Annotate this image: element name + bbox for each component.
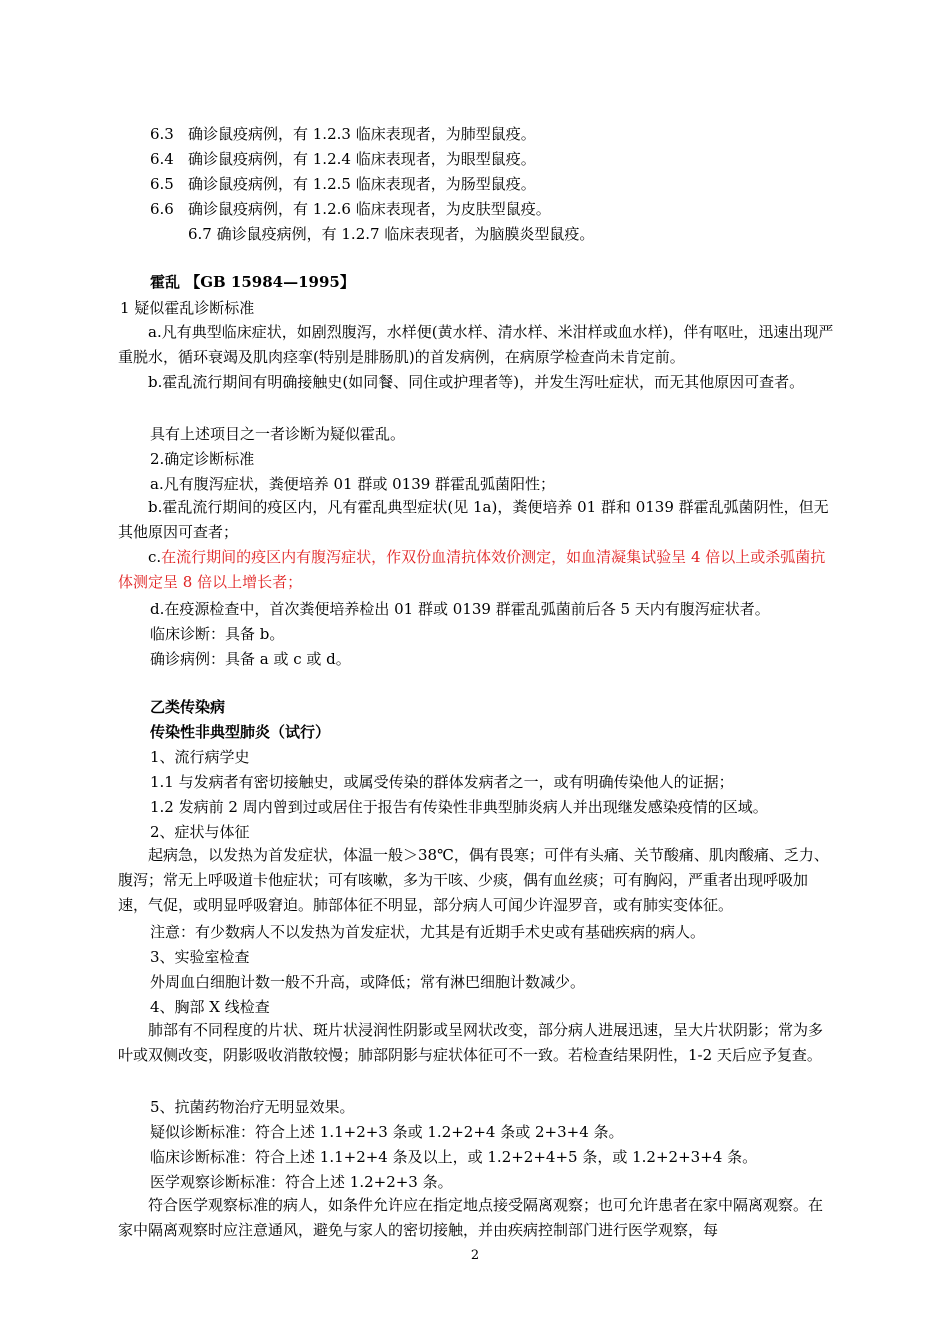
sars-section-4: 4、胸部 X 线检查	[150, 998, 270, 1016]
diagnosis-observation-text: 符合医学观察标准的病人，如条件允许应在指定地点接受隔离观察；也可允许患者在家中隔离观察。在家中隔离观察时应注意通风，避免与家人的密切接触，并由疾病控制部门进行医学观察，每	[118, 1196, 824, 1239]
sars-section-2-note: 注意：有少数病人不以发热为首发症状，尤其是有近期手术史或有基础疾病的病人。	[150, 923, 706, 941]
item-prefix: c.	[148, 548, 162, 566]
diagnosis-observation: 医学观察诊断标准：符合上述 1.2+2+3 条。	[150, 1173, 453, 1191]
sars-section-2-text: 起病急，以发热为首发症状，体温一般＞38℃，偶有畏寒；可伴有头痛、关节酸痛、肌肉酸痛、乏力、腹泻；常无上呼吸道卡他症状；可有咳嗽，多为干咳、少痰，偶有血丝痰；可有胸闷，严重者出现呼吸加速，气促，或明显呼吸窘迫。肺部体征不明显，部分病人可闻少许湿罗音，或有肺实变体征。	[118, 846, 829, 914]
item-text: 确诊鼠疫病例，有 1.2.6 临床表现者，为皮肤型鼠疫。	[188, 200, 551, 218]
sars-section-1: 1、流行病学史	[150, 748, 250, 766]
item-text: 确诊鼠疫病例，有 1.2.4 临床表现者，为眼型鼠疫。	[188, 150, 536, 168]
sars-section-1-1: 1.1 与发病者有密切接触史，或属受传染的群体发病者之一，或有明确传染他人的证据；	[150, 773, 734, 791]
item-number: 6.5	[150, 175, 174, 193]
item-number: 6.3	[150, 125, 174, 143]
cholera-suspected-a: a.凡有典型临床症状，如剧烈腹泻，水样便(黄水样、清水样、米泔样或血水样)，伴有呕吐，迅速出现严重脱水，循环衰竭及肌肉痉挛(特别是腓肠肌)的首发病例，在病原学检查尚未肯定前。	[118, 323, 834, 366]
cholera-confirmed-a: a.凡有腹泻症状，粪便培养 01 群或 0139 群霍乱弧菌阳性；	[150, 475, 556, 493]
cholera-suspected-note: 具有上述项目之一者诊断为疑似霍乱。	[150, 425, 406, 443]
item-number: 6.6	[150, 200, 174, 218]
page-number: 2	[470, 1248, 480, 1263]
sars-section-1-2: 1.2 发病前 2 周内曾到过或居住于报告有传染性非典型肺炎病人并出现继发感染疫情的区域。	[150, 798, 768, 816]
item-number: 6.4	[150, 150, 174, 168]
item-text: 确诊鼠疫病例，有 1.2.3 临床表现者，为肺型鼠疫。	[188, 125, 536, 143]
highlighted-text: 在流行期间的疫区内有腹泻症状，作双份血清抗体效价测定，如血清凝集试验呈 4 倍以上或杀弧菌抗体测定呈 8 倍以上增长者；	[118, 548, 826, 591]
cholera-confirmed-case: 确诊病例：具备 a 或 c 或 d。	[150, 650, 351, 668]
sars-section-2: 2、症状与体征	[150, 823, 250, 841]
cholera-confirmed-heading: 2.确定诊断标准	[150, 450, 255, 468]
plague-item-6-4	[150, 149, 536, 169]
cholera-suspected-heading: 1 疑似霍乱诊断标准	[120, 299, 255, 317]
sars-section-4-text: 肺部有不同程度的片状、斑片状浸润性阴影或呈网状改变，部分病人进展迅速，呈大片状阴影；常为多叶或双侧改变，阴影吸收消散较慢；肺部阴影与症状体征可不一致。若检查结果阴性，1-2 天后应予复查。	[118, 1021, 824, 1064]
class-b-title: 乙类传染病	[150, 698, 226, 716]
sars-section-5: 5、抗菌药物治疗无明显效果。	[150, 1098, 355, 1116]
cholera-confirmed-c	[118, 545, 834, 595]
cholera-clinical: 临床诊断：具备 b。	[150, 625, 285, 643]
sars-title: 传染性非典型肺炎（试行）	[150, 723, 331, 741]
cholera-confirmed-b: b.霍乱流行期间的疫区内，凡有霍乱典型症状(见 1a)，粪便培养 01 群和 0139 群霍乱弧菌阴性，但无其他原因可查者；	[118, 498, 829, 541]
plague-item-6-7: 6.7 确诊鼠疫病例，有 1.2.7 临床表现者，为脑膜炎型鼠疫。	[188, 225, 595, 243]
plague-item-6-6	[150, 199, 551, 219]
item-text: 确诊鼠疫病例，有 1.2.5 临床表现者，为肠型鼠疫。	[188, 175, 536, 193]
sars-section-3-text: 外周血白细胞计数一般不升高，或降低；常有淋巴细胞计数减少。	[150, 973, 586, 991]
plague-item-6-5	[150, 174, 536, 194]
cholera-confirmed-d: d.在疫源检查中，首次粪便培养检出 01 群或 0139 群霍乱弧菌前后各 5 天内有腹泻症状者。	[150, 600, 770, 618]
cholera-suspected-b: b.霍乱流行期间有明确接触史(如同餐、同住或护理者等)，并发生泻吐症状，而无其他原因可查者。	[148, 373, 805, 391]
diagnosis-clinical: 临床诊断标准：符合上述 1.1+2+4 条及以上，或 1.2+2+4+5 条，或 1.2+2+3+4 条。	[150, 1148, 758, 1166]
cholera-title: 霍乱 【GB 15984—1995】	[150, 273, 355, 291]
plague-item-6-3	[150, 124, 536, 144]
diagnosis-suspected: 疑似诊断标准：符合上述 1.1+2+3 条或 1.2+2+4 条或 2+3+4 条。	[150, 1123, 624, 1141]
sars-section-3: 3、实验室检查	[150, 948, 250, 966]
